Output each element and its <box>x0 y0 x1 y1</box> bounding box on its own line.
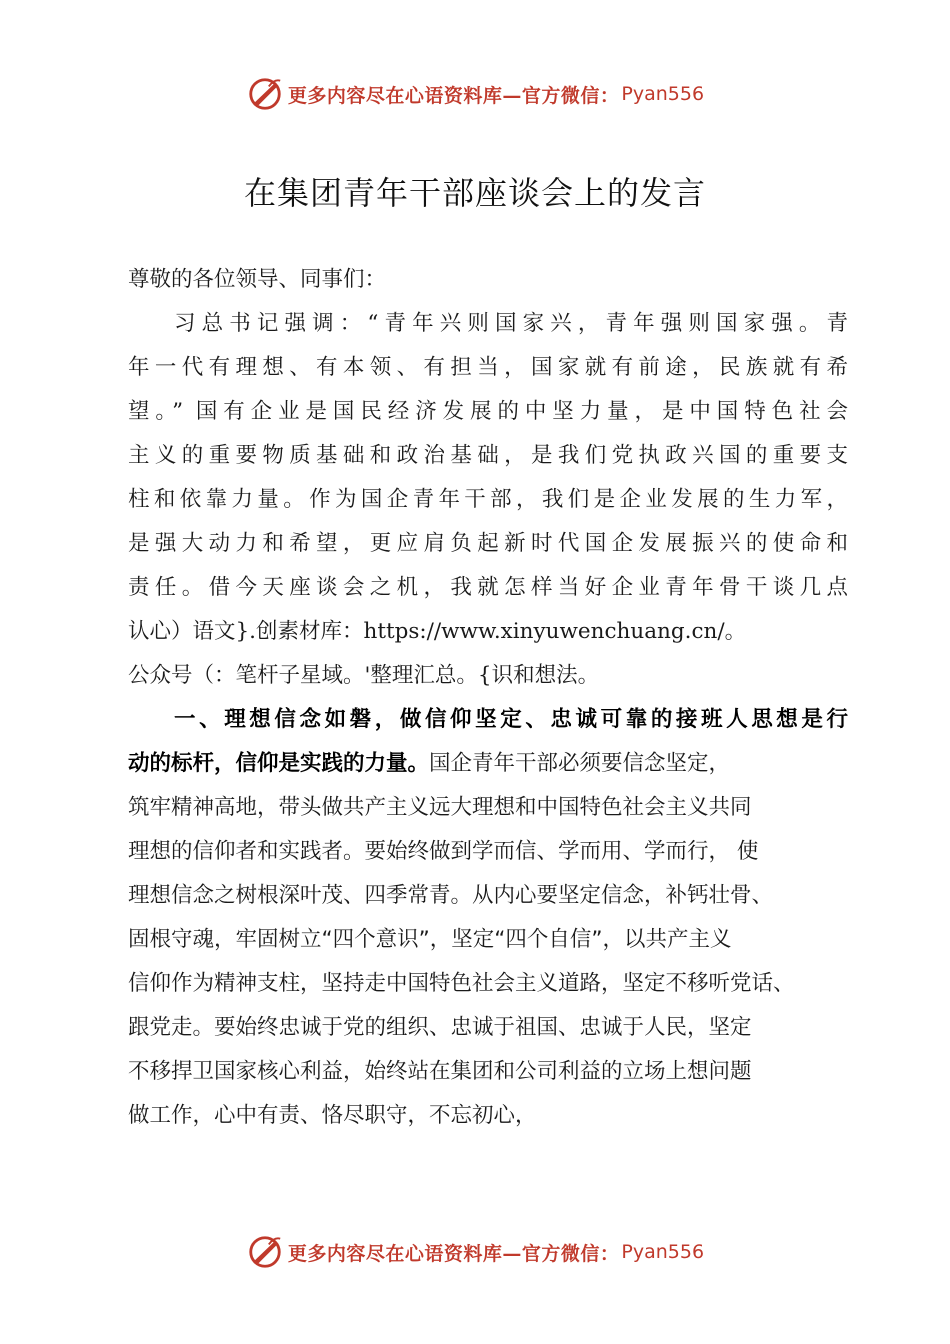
paragraph-line: 信仰作为精神支柱，坚持走中国特色社会主义道路，坚定不移听党话、 <box>128 971 795 996</box>
section-heading: 一、理想信念如磐，做信仰坚定、忠诚可靠的接班人思想是行 <box>174 707 848 732</box>
watermark-text: 更多内容尽在心语资料库—官方微信： <box>287 84 620 107</box>
section-heading-bold: 动的标杆，信仰是实践的力量。 <box>128 751 430 776</box>
paragraph-line: 认心）语文}.创素材库：https://www.xinyuwenchuang.cn/。 <box>128 619 747 644</box>
watermark-wechat-id: Pyan556 <box>621 83 705 105</box>
paragraph-line: 主义的重要物质基础和政治基础，是我们党执政兴国的重要支 <box>128 443 848 468</box>
paragraph-line: 是强大动力和希望，更应肩负起新时代国企发展振兴的使命和 <box>128 531 848 556</box>
paragraph-line: 责任。借今天座谈会之机，我就怎样当好企业青年骨干谈几点 <box>128 575 848 600</box>
watermark-banner-bottom <box>0 1230 950 1274</box>
salutation: 尊敬的各位领导、同事们： <box>128 267 387 292</box>
paragraph-line: 固根守魂，牢固树立“四个意识”，坚定“四个自信”，以共产主义 <box>128 927 732 952</box>
paragraph-line: 年一代有理想、有本领、有担当，国家就有前途，民族就有希 <box>128 355 848 380</box>
section-text: 国企青年干部必须要信念坚定， <box>429 751 731 776</box>
document-body <box>128 258 848 1138</box>
paragraph-line: 跟党走。要始终忠诚于党的组织、忠诚于祖国、忠诚于人民，坚定 <box>128 1015 752 1040</box>
paragraph-line: 习总书记强调：“青年兴则国家兴，青年强则国家强。青 <box>174 311 848 336</box>
paragraph-line: 筑牢精神高地，带头做共产主义远大理想和中国特色社会主义共同 <box>128 795 752 820</box>
section-heading-continuation <box>128 742 848 786</box>
page-title: 在集团青年干部座谈会上的发言 <box>243 174 706 212</box>
watermark-wechat-id: Pyan556 <box>621 1241 705 1263</box>
paragraph-line: 不移捍卫国家核心利益，始终站在集团和公司利益的立场上想问题 <box>128 1059 752 1084</box>
paragraph-line: 理想的信仰者和实践者。要始终做到学而信、学而用、学而行， 使 <box>128 839 759 864</box>
watermark-banner-top <box>0 72 950 116</box>
paragraph-line: 柱和依靠力量。作为国企青年干部，我们是企业发展的生力军， <box>128 487 848 512</box>
paragraph-line: 望。” 国有企业是国民经济发展的中坚力量，是中国特色社会 <box>128 399 848 424</box>
pen-circle-logo-icon <box>246 1233 284 1271</box>
paragraph-line: 理想信念之树根深叶茂、四季常青。从内心要坚定信念，补钙壮骨、 <box>128 883 774 908</box>
pen-circle-logo-icon <box>246 75 284 113</box>
watermark-text: 更多内容尽在心语资料库—官方微信： <box>287 1242 620 1265</box>
paragraph-line: 做工作，心中有责、恪尽职守，不忘初心， <box>128 1103 537 1128</box>
paragraph-line: 公众号（：笔杆子星域。'整理汇总。{识和想法。 <box>128 663 600 688</box>
